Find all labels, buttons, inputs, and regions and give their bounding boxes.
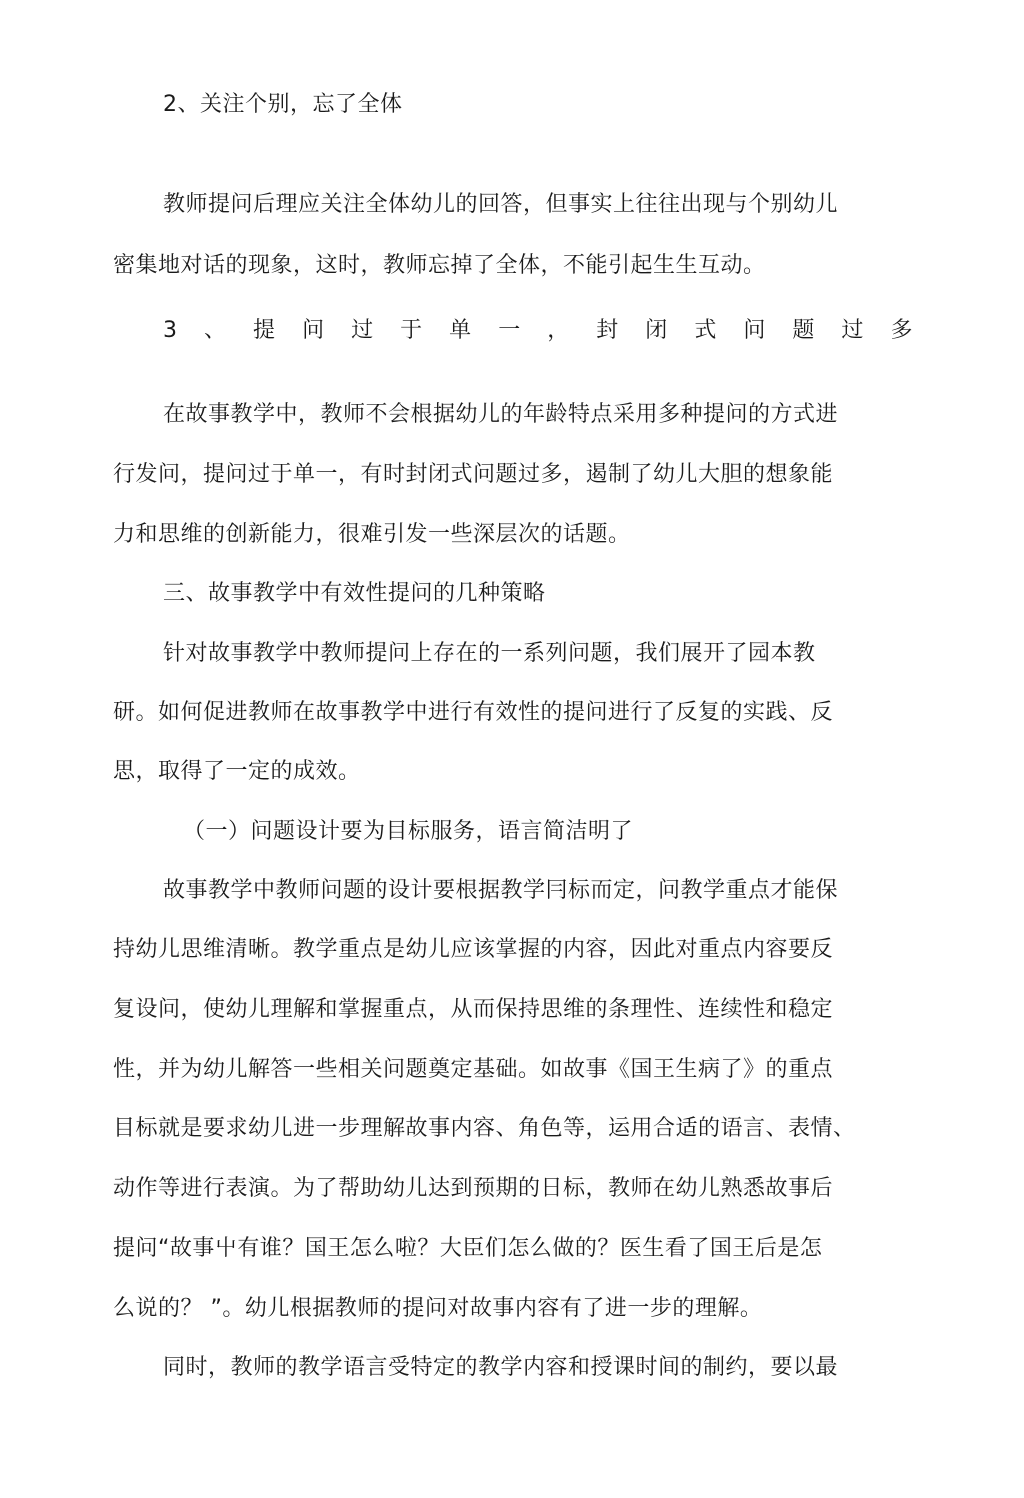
heading-3-glyph: 过: [351, 318, 374, 343]
paragraph-line: 性，并为幼儿解答一些相关问题奠定基础。如故事《国王生病了》的重点: [113, 1057, 834, 1082]
paragraph-line: 同时，教师的教学语言受特定的教学内容和授课时间的制约，要以最: [163, 1355, 839, 1380]
heading-3-glyph: 问: [743, 318, 766, 343]
paragraph-line: 针对故事教学中教师提问上存在的一系列问题，我们展开了园本教: [163, 641, 816, 666]
heading-3-text: [163, 316, 913, 346]
heading-3-glyph: 闭: [645, 318, 668, 343]
heading-3-glyph: 于: [400, 318, 423, 343]
paragraph-line: 故事教学中教师问题的设计要根据教学冃标而定，问教学重点才能保: [163, 878, 839, 903]
paragraph-line: 么说的？ ”。幼儿根据教师的提问对故事内容有了进一步的理解。: [113, 1296, 763, 1321]
paragraph-line: 持幼儿思维清晰。教学重点是幼儿应该掌握的内容，因此对重点内容要反: [113, 937, 834, 962]
paragraph-line: 教师提问后理应关注全体幼儿的回答，但事实上往往出现与个别幼儿: [163, 192, 839, 217]
paragraph-line: 动作等进行表演。为了帮助幼儿达到预期的日标，教师在幼儿熟悉故事后: [113, 1176, 834, 1201]
heading-3-glyph: 问: [302, 318, 325, 343]
paragraph-line: 行发问，提问过于单一，有时封闭式问题过多，遏制了幼儿大胆的想象能: [113, 462, 834, 487]
subsection-heading: （一）问题设计要为目标服务，语言简洁明了: [183, 819, 634, 844]
heading-2: 2、关注个别，忘了全体: [163, 92, 403, 117]
paragraph-line: 密集地对话的现象，这时，教师忘掉了全体，不能引起生生互动。: [113, 253, 766, 278]
paragraph-line: 在故事教学中，教师不会根据幼儿的年龄特点采用多种提问的方式进: [163, 402, 839, 427]
heading-3-glyph: 单: [449, 318, 472, 343]
heading-3-glyph: 提: [253, 318, 276, 343]
paragraph-line: 复设问，使幼儿理解和掌握重点，从而保持思维的条理性、连续性和稳定: [113, 997, 834, 1022]
paragraph-line: 力和思维的创新能力，很难引发一些深层次的话题。: [113, 522, 631, 547]
heading-3: [163, 316, 913, 346]
heading-3-glyph: 封: [596, 318, 619, 343]
section-heading: 三、故事教学中有效性提问的几种策略: [163, 581, 546, 606]
heading-3-glyph: 多: [890, 318, 913, 343]
paragraph-line: 目标就是要求幼儿进一步理解故事内容、角色等，运用合适的语言、表情、: [113, 1116, 856, 1141]
paragraph-line: 研。如何促进教师在故事教学中进行有效性的提问进行了反复的实践、反: [113, 700, 834, 725]
heading-3-glyph: 3: [163, 318, 178, 343]
heading-3-glyph: 过: [841, 318, 864, 343]
heading-3-glyph: 、: [204, 318, 227, 343]
heading-3-glyph: 式: [694, 318, 717, 343]
heading-3-glyph: 一: [498, 318, 521, 343]
paragraph-line: 提问“故事屮有谁？国王怎么啦？大臣们怎么做的？医生看了国王后是怎: [113, 1236, 823, 1261]
heading-3-glyph: 题: [792, 318, 815, 343]
paragraph-line: 思，取得了一定的成效。: [113, 759, 361, 784]
heading-3-glyph: ，: [547, 318, 570, 343]
